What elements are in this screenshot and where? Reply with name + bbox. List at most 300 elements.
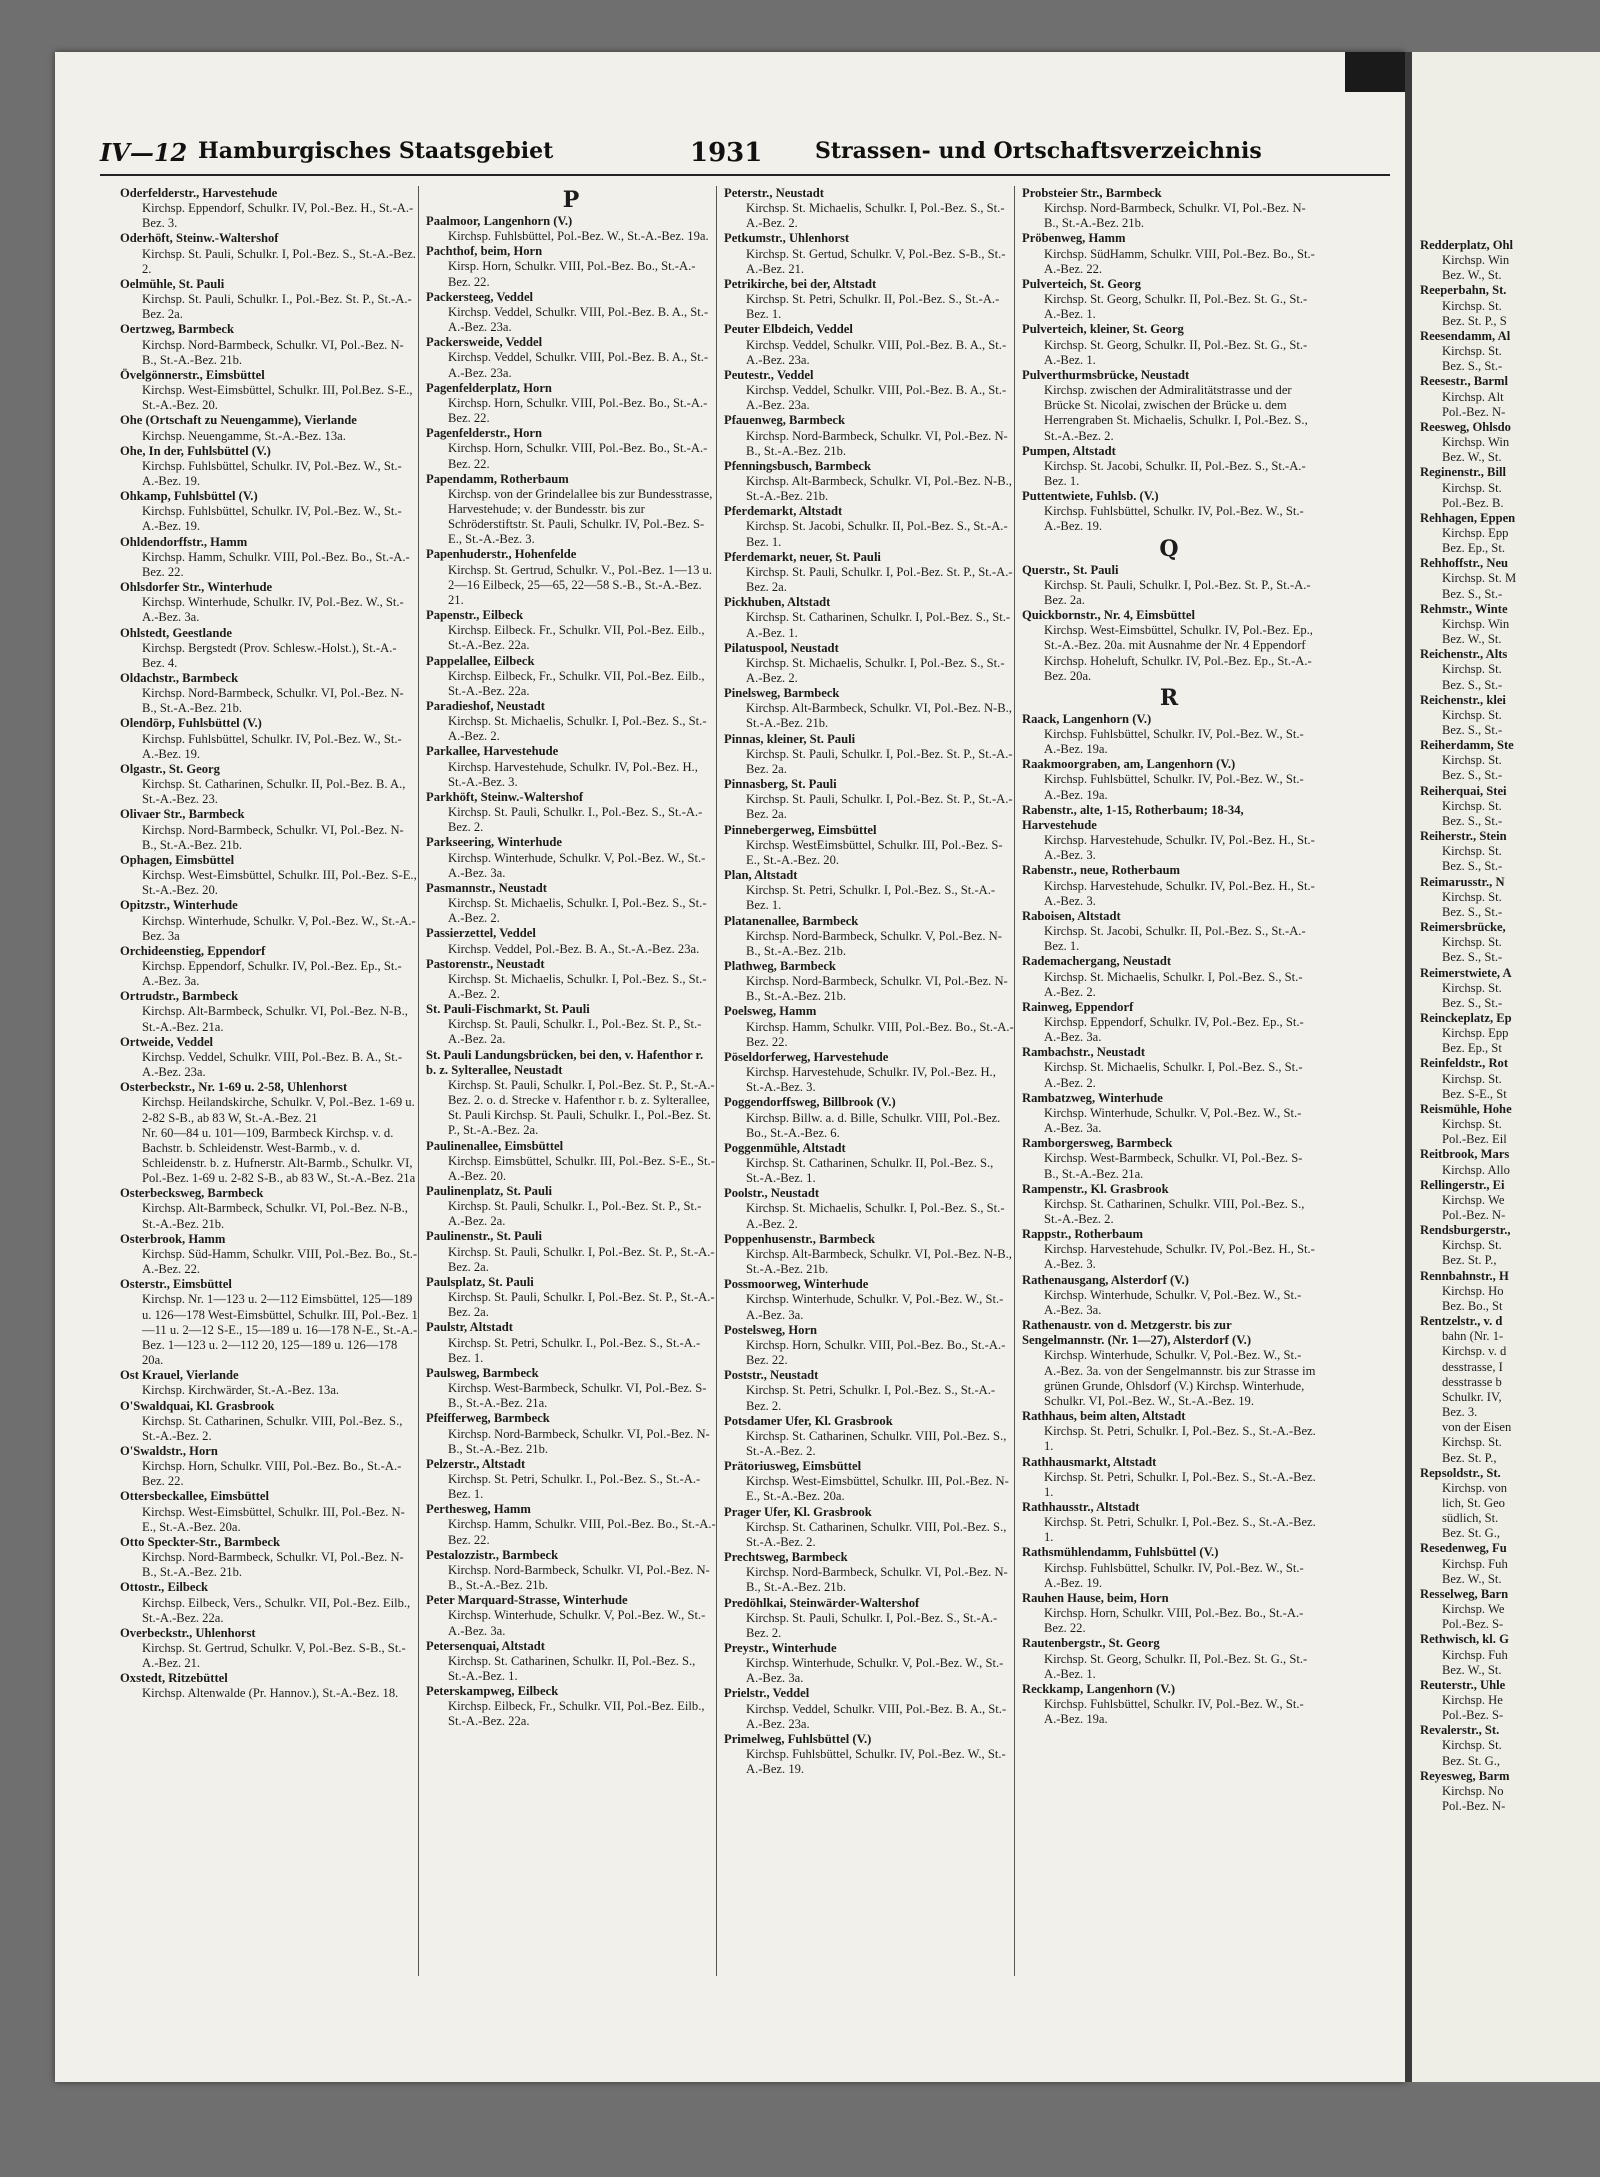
entry-details: Kirchsp. Alt-Barmbeck, Schulkr. VI, Pol.-Bez. N-B., St.-A.-Bez. 21a. xyxy=(142,1004,408,1034)
street-name: Ohe (Ortschaft zu Neuengamme), Vierlande xyxy=(120,413,357,428)
street-name: St. Pauli Landungsbrücken, bei den, v. Hafenthor r. b. z. Sylterallee, Neustadt xyxy=(426,1047,704,1077)
street-name: Packersteeg, Veddel xyxy=(426,289,534,304)
adjacent-street-name: Reesweg, Ohlsdo xyxy=(1420,419,1511,434)
entry-details: Kirchsp. Eilbeck, Fr., Schulkr. VII, Pol.-Bez. Eilb., St.-A.-Bez. 22a. xyxy=(448,1699,705,1729)
directory-entry xyxy=(724,413,1014,458)
street-name: Pulverthurmsbrücke, Neustadt xyxy=(1022,367,1190,382)
directory-entry xyxy=(724,1732,1014,1777)
entry-details: Kirchsp. St. Gertrud, Schulkr. V., Pol.-Bez. 1—13 u. 2—16 Eilbeck, 25—65, 22—58 S.-B., St.-A.-Bez. 21. xyxy=(448,562,712,607)
directory-entry xyxy=(1022,1045,1316,1090)
entry-details: Kirchsp. Harvestehude, Schulkr. IV, Pol.-Bez. H., St.-A.-Bez. 3. xyxy=(448,759,698,789)
adjacent-entry-details: Kirchsp. St. xyxy=(1442,344,1502,359)
adjacent-street-name: Reimersbrücke, xyxy=(1420,920,1506,935)
entry-details: Kirchsp. Winterhude, Schulkr. V, Pol.-Bez. W., St.-A.-Bez. 3a. von der Sengelmannstr. bis zur Strasse im grünen Grunde, Ohlsdorf (V.) Kirchsp. Winterhude, Schulkr. VI, Pol.-Bez. W., St.-A.-Bez. 19. xyxy=(1044,1348,1316,1408)
directory-entry xyxy=(1022,803,1316,864)
street-name: Ortweide, Veddel xyxy=(120,1034,214,1049)
directory-entry xyxy=(426,790,716,835)
street-name: Övelgönnerstr., Eimsbüttel xyxy=(120,367,265,382)
adjacent-entry-details: Bez. Ep., St. xyxy=(1442,541,1505,556)
entry-details: Kirchsp. St. Gertud, Schulkr. V, Pol.-Bez. S-B., St.-A.-Bez. 21. xyxy=(746,246,1006,276)
street-name: Primelweg, Fuhlsbüttel (V.) xyxy=(724,1731,872,1746)
directory-entry xyxy=(724,1050,1014,1095)
directory-entry xyxy=(1022,1000,1316,1045)
adjacent-entry-details: Kirchsp. Fuh xyxy=(1442,1647,1508,1662)
street-name: Rathhausstr., Altstadt xyxy=(1022,1499,1140,1514)
directory-entry xyxy=(1022,186,1316,231)
street-name: Oldachstr., Barmbeck xyxy=(120,671,239,685)
street-name: Petrikirche, bei der, Altstadt xyxy=(724,276,877,291)
adjacent-entry-details: Bez. S., St.- xyxy=(1442,813,1503,828)
adjacent-entry-details: Kirchsp. St. xyxy=(1442,753,1502,768)
directory-entry xyxy=(1022,1591,1316,1636)
street-name: Prager Ufer, Kl. Grasbrook xyxy=(724,1504,872,1519)
adjacent-street-name: Reesendamm, Al xyxy=(1420,328,1511,343)
street-name: Pastorenstr., Neustadt xyxy=(426,956,545,971)
directory-entry xyxy=(426,290,716,335)
street-name: Pilatuspool, Neustadt xyxy=(724,640,839,655)
street-name: Pachthof, beim, Horn xyxy=(426,244,543,259)
street-name: Ohlstedt, Geestlande xyxy=(120,625,232,640)
entry-details: Kirchsp. Harvestehude, Schulkr. IV, Pol.-Bez. H., St.-A.-Bez. 3. xyxy=(1044,878,1315,908)
adjacent-entry-details: Kirchsp. v. d xyxy=(1442,1344,1507,1359)
directory-entry xyxy=(1022,322,1316,367)
directory-entry xyxy=(724,868,1014,913)
directory-entry xyxy=(426,214,716,244)
directory-entry xyxy=(120,489,418,534)
street-name: Pulverteich, St. Georg xyxy=(1022,276,1141,291)
directory-entry xyxy=(120,1444,418,1489)
adjacent-entry-details: Bez. S., St.- xyxy=(1442,723,1503,737)
directory-entry xyxy=(426,426,716,471)
entry-details: Kirchsp. Veddel, Schulkr. VIII, Pol.-Bez. B. A., St.-A.-Bez. 23a. xyxy=(746,383,1007,413)
directory-entry xyxy=(724,914,1014,959)
entries-column-3 xyxy=(724,186,1015,1976)
adjacent-street-name: Rendsburgerstr., xyxy=(1420,1223,1511,1238)
directory-entry xyxy=(426,1320,716,1365)
directory-entry xyxy=(1022,1182,1316,1227)
street-name: Reckkamp, Langenhorn (V.) xyxy=(1022,1681,1176,1696)
street-name: Paulsweg, Barmbeck xyxy=(426,1365,539,1380)
adjacent-street-name: Rehhoffstr., Neu xyxy=(1420,556,1509,571)
entry-details: Kirchsp. Eppendorf, Schulkr. IV, Pol.-Bez. Ep., St.-A.-Bez. 3a. xyxy=(1044,1014,1304,1045)
directory-entry xyxy=(724,1095,1014,1140)
directory-entry xyxy=(120,1035,418,1080)
entry-details: Kirchsp. St. Jacobi, Schulkr. II, Pol.-Bez. S., St.-A.-Bez. 1. xyxy=(746,519,1008,549)
entry-details: Kirchsp. von der Grindelallee bis zur Bundesstrasse, Harvestehude; v. der Bundesstr. bis zur Schröderstiftstr. St. Pauli, Schulkr. IV, Pol.-Bez. S-E., St.-A.-Bez. 3. xyxy=(448,486,713,547)
directory-entry xyxy=(120,231,418,276)
directory-entry xyxy=(426,957,716,1002)
adjacent-entry-details: Pol.-Bez. S- xyxy=(1442,1617,1504,1632)
entry-details: Kirchsp. Süd-Hamm, Schulkr. VIII, Pol.-Bez. Bo., St.-A.-Bez. 22. xyxy=(142,1246,418,1277)
adjacent-entry-details: lich, St. Geo xyxy=(1442,1495,1505,1510)
street-name: Ortrudstr., Barmbeck xyxy=(120,989,239,1004)
street-name: Pöseldorferweg, Harvestehude xyxy=(724,1049,889,1064)
adjacent-entry-details: Bez. St. G., xyxy=(1442,1753,1501,1768)
directory-entry xyxy=(426,1593,716,1638)
directory-entry xyxy=(1022,1636,1316,1681)
entry-details: Kirchsp. St. Catharinen, Schulkr. VIII, Pol.-Bez. S., St.-A.-Bez. 2. xyxy=(746,1428,1007,1458)
entry-details: Kirchsp. St. Michaelis, Schulkr. I, Pol.-Bez. S., St.-A.-Bez. 2. xyxy=(746,201,1005,231)
street-name: Pasmannstr., Neustadt xyxy=(426,880,547,895)
adjacent-entry-details: Bez. S-E., St xyxy=(1442,1086,1507,1101)
entry-details: Kirchsp. Fuhlsbüttel, Schulkr. IV, Pol.-Bez. W., St.-A.-Bez. 19. xyxy=(142,731,402,761)
directory-entry xyxy=(724,1004,1014,1049)
adjacent-entry-details: Kirchsp. Win xyxy=(1442,435,1510,450)
entry-details: Kirchsp. St. Petri, Schulkr. I, Pol.-Bez. S., St.-A.-Bez. 2. xyxy=(746,1383,996,1413)
directory-entry xyxy=(724,459,1014,504)
directory-entry xyxy=(426,1002,716,1047)
street-name: Ohe, In der, Fuhlsbüttel (V.) xyxy=(120,443,271,458)
adjacent-entry-details: Bez. Ep., St xyxy=(1442,1041,1502,1056)
street-name: Pferdemarkt, Altstadt xyxy=(724,504,843,519)
street-name: Possmoorweg, Winterhude xyxy=(724,1277,869,1292)
adjacent-street-name: Reichenstr., Alts xyxy=(1420,647,1508,662)
entries-column-2 xyxy=(426,186,717,1976)
entry-details: Kirchsp. St. Michaelis, Schulkr. I, Pol.-Bez. S., St.-A.-Bez. 2. xyxy=(448,714,707,744)
directory-entry xyxy=(120,716,418,761)
street-name: Rabenstr., alte, 1-15, Rotherbaum; 18-34, Harvestehude xyxy=(1022,802,1244,832)
street-name: Pickhuben, Altstadt xyxy=(724,595,831,610)
street-name: Paulsplatz, St. Pauli xyxy=(426,1274,534,1289)
entry-details: Kirchsp. Fuhlsbüttel, Schulkr. IV, Pol.-Bez. W., St.-A.-Bez. 19. xyxy=(1044,1560,1304,1590)
street-name: Oxstedt, Ritzebüttel xyxy=(120,1671,228,1686)
directory-entry xyxy=(1022,954,1316,999)
directory-entry xyxy=(120,1080,418,1125)
entry-details: Kirchsp. West-Barmbeck, Schulkr. VI, Pol.-Bez. S-B., St.-A.-Bez. 21a. xyxy=(448,1381,707,1411)
street-name: Pappelallee, Eilbeck xyxy=(426,653,535,668)
entry-details: Kirchsp. Winterhude, Schulkr. V, Pol.-Bez. W., St.-A.-Bez. 3a. xyxy=(1044,1105,1302,1136)
street-name: Poggenmühle, Altstadt xyxy=(724,1140,846,1155)
entry-details: Kirchsp. Neuengamme, St.-A.-Bez. 13a. xyxy=(142,428,346,443)
entries-column-1 xyxy=(120,186,419,1976)
entry-details: Kirchsp. St. Catharinen, Schulkr. VIII, Pol.-Bez. S., St.-A.-Bez. 2. xyxy=(142,1413,403,1443)
adjacent-entry-details: Pol.-Bez. B. xyxy=(1442,495,1504,510)
entry-details: Kirchsp. Winterhude, Schulkr. V, Pol.-Bez. W., St.-A.-Bez. 3a. xyxy=(1044,1287,1302,1317)
entry-details: Kirchsp. Winterhude, Schulkr. IV, Pol.-Bez. W., St.-A.-Bez. 3a. xyxy=(142,595,404,625)
adjacent-entry-details: Pol.-Bez. S- xyxy=(1442,1708,1504,1723)
directory-entry xyxy=(120,626,418,671)
directory-entry xyxy=(724,1186,1014,1231)
street-name: Raakmoorgraben, am, Langenhorn (V.) xyxy=(1022,757,1236,772)
entry-details: Kirchsp. St. Michaelis, Schulkr. I, Pol.-Bez. S., St.-A.-Bez. 2. xyxy=(746,655,1005,685)
directory-entry xyxy=(724,1550,1014,1595)
street-name: Raack, Langenhorn (V.) xyxy=(1022,711,1152,726)
directory-entry xyxy=(120,1580,418,1625)
directory-entry xyxy=(426,1411,716,1456)
directory-entry xyxy=(724,777,1014,822)
directory-entry xyxy=(426,1229,716,1274)
adjacent-page xyxy=(1412,52,1600,2082)
entry-details: Kirchsp. St. Georg, Schulkr. II, Pol.-Bez. St. G., St.-A.-Bez. 1. xyxy=(1044,292,1308,322)
street-name: Rathhaus, beim alten, Altstadt xyxy=(1022,1409,1186,1424)
directory-entry xyxy=(120,898,418,943)
directory-entry xyxy=(120,277,418,322)
street-name: Poelsweg, Hamm xyxy=(724,1004,817,1019)
entry-details: Kirchsp. Veddel, Schulkr. VIII, Pol.-Bez. B. A., St.-A.-Bez. 23a. xyxy=(142,1049,403,1080)
entry-details: Kirchsp. Eppendorf, Schulkr. IV, Pol.-Bez. H., St.-A.-Bez. 3. xyxy=(142,201,414,231)
directory-entry xyxy=(426,835,716,880)
street-name: Paulinenallee, Eimsbüttel xyxy=(426,1138,564,1153)
adjacent-street-name: Repsoldstr., St. xyxy=(1420,1465,1501,1480)
directory-entry xyxy=(1022,1136,1316,1181)
street-name: Pinnebergerweg, Eimsbüttel xyxy=(724,822,877,837)
directory-entry xyxy=(1022,489,1316,534)
street-name: Oertzweg, Barmbeck xyxy=(120,322,235,337)
entry-details: Kirchsp. Winterhude, Schulkr. V, Pol.-Bez. W., St.-A.-Bez. 3a. xyxy=(448,1608,706,1638)
adjacent-street-name: Rennbahnstr., H xyxy=(1420,1268,1509,1283)
street-name: Parkallee, Harvestehude xyxy=(426,744,559,759)
directory-entry xyxy=(724,1686,1014,1731)
adjacent-entry-details: Bez. S., St.- xyxy=(1442,677,1503,692)
directory-entry xyxy=(724,641,1014,686)
directory-entry xyxy=(724,504,1014,549)
entry-details: Kirchsp. West-Eimsbüttel, Schulkr. III, Pol.Bez. S-E., St.-A.-Bez. 20. xyxy=(142,383,413,413)
adjacent-street-name: Reimarusstr., N xyxy=(1420,874,1505,889)
adjacent-street-name: Reitbrook, Mars xyxy=(1420,1147,1510,1162)
street-name: Preystr., Winterhude xyxy=(724,1641,837,1655)
adjacent-entry-details: Bez. W., St. xyxy=(1442,1571,1502,1586)
street-name: Orchideenstieg, Eppendorf xyxy=(120,943,266,958)
adjacent-street-name: Rentzelstr., v. d xyxy=(1420,1314,1503,1329)
directory-entry xyxy=(120,807,418,852)
street-name: St. Pauli-Fischmarkt, St. Pauli xyxy=(426,1002,590,1017)
entry-details: Kirchsp. Harvestehude, Schulkr. IV, Pol.-Bez. H., St.-A.-Bez. 3. xyxy=(1044,833,1315,863)
entry-details: Kirchsp. Veddel, Schulkr. VIII, Pol.-Bez. B. A., St.-A.-Bez. 23a. xyxy=(448,350,709,380)
street-name: Olgastr., St. Georg xyxy=(120,761,220,776)
directory-entry xyxy=(724,368,1014,413)
street-name: Predöhlkai, Steinwärder-Waltershof xyxy=(724,1595,920,1610)
adjacent-page-column xyxy=(1420,238,1600,2028)
street-name: Rampenstr., Kl. Grasbrook xyxy=(1022,1181,1169,1196)
adjacent-street-name: Reesestr., Barml xyxy=(1420,374,1509,389)
entry-details: Kirchsp. Fuhlsbüttel, Schulkr. IV, Pol.-Bez. W., St.-A.-Bez. 19. xyxy=(142,458,402,488)
adjacent-entry-details: Kirchsp. St. xyxy=(1442,889,1502,904)
street-name: O'Swaldquai, Kl. Grasbrook xyxy=(120,1398,275,1413)
directory-entry xyxy=(120,944,418,989)
header-left-title: Hamburgisches Staatsgebiet xyxy=(198,138,554,164)
street-name: Rautenbergstr., St. Georg xyxy=(1022,1636,1160,1651)
header-right-title: Strassen- und Ortschaftsverzeichnis xyxy=(815,138,1262,164)
entry-details: Kirchsp. Eilbeck. Fr., Schulkr. VII, Pol.-Bez. Eilb., St.-A.-Bez. 22a. xyxy=(448,623,705,653)
directory-entry xyxy=(426,744,716,789)
entry-details: Kirchsp. Hamm, Schulkr. VIII, Pol.-Bez. Bo., St.-A.-Bez. 22. xyxy=(746,1019,1014,1049)
entry-details: Kirchsp. Eilbeck, Fr., Schulkr. VII, Pol.-Bez. Eilb., St.-A.-Bez. 22a. xyxy=(448,668,705,698)
street-name: Ohldendorffstr., Hamm xyxy=(120,534,248,549)
directory-entry xyxy=(426,1139,716,1184)
adjacent-entry-details: Kirchsp. No xyxy=(1442,1783,1504,1798)
adjacent-entry-details: Bez. W., St. xyxy=(1442,632,1502,647)
adjacent-entry-details: Bez. Bo., St xyxy=(1442,1298,1503,1313)
directory-entry xyxy=(1022,1227,1316,1272)
adjacent-entry-details: Pol.-Bez. N- xyxy=(1442,1799,1506,1814)
entry-details: Kirchsp. Fuhlsbüttel, Schulkr. IV, Pol.-Bez. W., St.-A.-Bez. 19a. xyxy=(1044,772,1304,802)
entry-details: Kirchsp. St. Petri, Schulkr. I, Pol.-Bez. S., St.-A.-Bez. 1. xyxy=(1044,1424,1316,1454)
directory-entry xyxy=(724,1641,1014,1686)
street-name: Oderhöft, Steinw.-Waltershof xyxy=(120,231,279,246)
adjacent-entry-details: Bez. St. P., xyxy=(1442,1253,1497,1268)
entry-details: Kirchsp. Fuhlsbüttel, Schulkr. IV, Pol.-Bez. W., St.-A.-Bez. 19. xyxy=(746,1747,1006,1777)
street-name: Rathsmühlendamm, Fuhlsbüttel (V.) xyxy=(1022,1545,1219,1560)
directory-entry xyxy=(120,1489,418,1534)
adjacent-street-name: Resedenweg, Fu xyxy=(1420,1541,1507,1556)
entry-details: Kirchsp. Heilandskirche, Schulkr. V, Pol.-Bez. 1-69 u. 2-82 S-B., ab 83 W, St.-A.-Bez. 21 xyxy=(142,1095,415,1125)
street-name: Peterstr., Neustadt xyxy=(724,186,824,200)
adjacent-entry-details: Kirchsp. He xyxy=(1442,1693,1503,1707)
street-name: Osterstr., Eimsbüttel xyxy=(120,1277,232,1292)
entry-details: Kirchsp. St. Pauli, Schulkr. I, Pol.-Bez. St. P., St.-A.-Bez. 2a. xyxy=(746,792,1013,822)
section-letter: Q xyxy=(1159,535,1179,562)
street-name: Olivaer Str., Barmbeck xyxy=(120,807,245,822)
street-name: Paulstr, Altstadt xyxy=(426,1320,513,1335)
adjacent-entry-details: bahn (Nr. 1- xyxy=(1442,1329,1504,1344)
directory-entry xyxy=(426,926,716,956)
directory-entry xyxy=(426,608,716,653)
street-name: Pferdemarkt, neuer, St. Pauli xyxy=(724,549,881,564)
adjacent-entry-details: Bez. S., St.- xyxy=(1442,768,1503,783)
street-name: Pfauenweg, Barmbeck xyxy=(724,413,846,428)
adjacent-entry-details: Bez. S., St.- xyxy=(1442,950,1503,965)
street-name: Quickbornstr., Nr. 4, Eimsbüttel xyxy=(1022,608,1195,623)
entry-details: Kirchsp. St. Petri, Schulkr. I., Pol.-Bez. S., St.-A.-Bez. 1. xyxy=(448,1471,701,1502)
street-name: Pulverteich, kleiner, St. Georg xyxy=(1022,322,1184,337)
entry-details: Kirchsp. St. Michaelis, Schulkr. I, Pol.-Bez. S., St.-A.-Bez. 2. xyxy=(746,1201,1005,1231)
street-name: Pfenningsbusch, Barmbeck xyxy=(724,458,871,473)
entry-details: Kirchsp. St. Pauli, Schulkr. I, Pol.-Bez. St. P., St.-A.-Bez. 2a. xyxy=(1044,577,1311,607)
directory-entry xyxy=(724,1323,1014,1368)
directory-entry xyxy=(426,472,716,548)
entry-details: Kirchsp. St. Pauli, Schulkr. I., Pol.-Bez. St. P., St.-A.-Bez. 2a. xyxy=(142,292,412,322)
directory-entry xyxy=(1022,712,1316,757)
adjacent-street-name: Reyesweg, Barm xyxy=(1420,1768,1510,1783)
entry-details: Kirchsp. Alt-Barmbeck, Schulkr. VI, Pol.-Bez. N-B., St.-A.-Bez. 21b. xyxy=(746,1246,1012,1277)
street-name: Parkseering, Winterhude xyxy=(426,835,562,850)
street-name: Peutestr., Veddel xyxy=(724,367,814,382)
entry-details: Kirchsp. West-Barmbeck, Schulkr. VI, Pol.-Bez. S-B., St.-A.-Bez. 21a. xyxy=(1044,1151,1303,1181)
entry-details: Kirchsp. Eilbeck, Vers., Schulkr. VII, Pol.-Bez. Eilb., St.-A.-Bez. 22a. xyxy=(142,1595,411,1625)
street-name: Papenhuderstr., Hohenfelde xyxy=(426,547,577,562)
header-rule xyxy=(100,174,1390,176)
entry-details: Kirchsp. Harvestehude, Schulkr. IV, Pol.-Bez. H., St.-A.-Bez. 3. xyxy=(1044,1242,1315,1272)
entry-details: Kirchsp. St. Michaelis, Schulkr. I, Pol.-Bez. S., St.-A.-Bez. 2. xyxy=(1044,969,1303,999)
adjacent-street-name: Reinckeplatz, Ep xyxy=(1420,1010,1512,1025)
entry-details: Kirchsp. St. Catharinen, Schulkr. VIII, Pol.-Bez. S., St.-A.-Bez. 2. xyxy=(746,1519,1007,1549)
entry-details: Kirchsp. St. Catharinen, Schulkr. VIII, Pol.-Bez. S., St.-A.-Bez. 2. xyxy=(1044,1196,1305,1226)
adjacent-street-name: Rehmstr., Winte xyxy=(1420,601,1508,616)
entry-details: Kirchsp. St. Petri, Schulkr. I, Pol.-Bez. S., St.-A.-Bez. 1. xyxy=(1044,1469,1316,1499)
entry-details: Kirchsp. Hamm, Schulkr. VIII, Pol.-Bez. Bo., St.-A.-Bez. 22. xyxy=(142,549,410,579)
street-name: Osterbecksweg, Barmbeck xyxy=(120,1186,264,1201)
entry-details: Kirchsp. zwischen der Admiralitätstrasse und der Brücke St. Nicolai, zwischen der Brücke u. dem Herrengraben St. Michaelis, Schulkr. I, Pol.-Bez. S., St.-A.-Bez. 2. xyxy=(1044,383,1308,443)
adjacent-street-name: Reimerstwiete, A xyxy=(1420,965,1512,980)
adjacent-street-name: Reginenstr., Bill xyxy=(1420,465,1506,480)
directory-entry xyxy=(120,989,418,1034)
adjacent-entry-details: Bez. S., St.- xyxy=(1442,359,1503,374)
directory-entry xyxy=(1022,231,1316,276)
entry-details: Kirchsp. Alt-Barmbeck, Schulkr. VI, Pol.-Bez. N-B., St.-A.-Bez. 21b. xyxy=(142,1201,408,1231)
street-name: Querstr., St. Pauli xyxy=(1022,562,1119,577)
entry-details: Kirchsp. Nord-Barmbeck, Schulkr. VI, Pol.-Bez. N-B., St.-A.-Bez. 21b. xyxy=(142,822,404,852)
directory-entry xyxy=(426,335,716,380)
entry-details: Kirchsp. West-Eimsbüttel, Schulkr. III, Pol.-Bez. N-E., St.-A.-Bez. 20a. xyxy=(746,1474,1009,1504)
adjacent-street-name: Reiherstr., Stein xyxy=(1420,829,1507,844)
entry-details: Kirchsp. Billw. a. d. Bille, Schulkr. VIII, Pol.-Bez. Bo., St.-A.-Bez. 6. xyxy=(746,1110,1001,1140)
street-name: Pagenfelderplatz, Horn xyxy=(426,380,552,395)
adjacent-entry-details: Bez. W., St. xyxy=(1442,268,1502,283)
street-name: Rademachergang, Neustadt xyxy=(1022,954,1172,969)
directory-entry xyxy=(120,1186,418,1231)
directory-entry xyxy=(1022,1545,1316,1590)
entry-details: Kirchsp. Veddel, Schulkr. VIII, Pol.-Bez. B. A., St.-A.-Bez. 23a. xyxy=(746,337,1007,367)
directory-entry xyxy=(120,444,418,489)
directory-entry xyxy=(724,550,1014,595)
adjacent-street-name: Reinfeldstr., Rot xyxy=(1420,1056,1509,1071)
street-name: Rappstr., Rotherbaum xyxy=(1022,1227,1143,1242)
adjacent-entry-details: Bez. 3. xyxy=(1442,1405,1478,1420)
directory-entry xyxy=(120,186,418,231)
street-name: Rambachstr., Neustadt xyxy=(1022,1045,1146,1060)
directory-entry xyxy=(426,1184,716,1229)
street-name: Poststr., Neustadt xyxy=(724,1368,819,1383)
directory-entry xyxy=(120,1535,418,1580)
entry-details: Kirchsp. Altenwalde (Pr. Hannov.), St.-A.-Bez. 18. xyxy=(142,1686,399,1701)
street-name: Postelsweg, Horn xyxy=(724,1322,818,1337)
directory-entry xyxy=(120,1277,418,1368)
street-name: Rabenstr., neue, Rotherbaum xyxy=(1022,863,1181,878)
directory-entry xyxy=(724,1141,1014,1186)
entry-details: Kirchsp. Alt-Barmbeck, Schulkr. VI, Pol.-Bez. N-B., St.-A.-Bez. 21b. xyxy=(746,473,1012,504)
adjacent-entry-details: Kirchsp. St. xyxy=(1442,980,1502,995)
street-name: Ottostr., Eilbeck xyxy=(120,1580,209,1595)
directory-entry xyxy=(1022,1455,1316,1500)
adjacent-entry-details: von der Eisen xyxy=(1442,1420,1512,1435)
adjacent-entry-details: Kirchsp. Epp xyxy=(1442,525,1509,540)
street-name: Ohkamp, Fuhlsbüttel (V.) xyxy=(120,489,258,504)
adjacent-street-name: Resselweg, Barn xyxy=(1420,1586,1509,1601)
street-name: Pestalozzistr., Barmbeck xyxy=(426,1547,559,1562)
adjacent-entry-details: Kirchsp. St. xyxy=(1442,480,1502,495)
entry-details: Kirchsp. Nord-Barmbeck, Schulkr. VI, Pol.-Bez. N-B., St.-A.-Bez. 21b. xyxy=(142,686,404,716)
adjacent-street-name: Rellingerstr., Ei xyxy=(1420,1177,1505,1192)
adjacent-street-name: Reichenstr., klei xyxy=(1420,692,1506,707)
directory-entry xyxy=(426,244,716,289)
adjacent-entry-details: Kirchsp. St. xyxy=(1442,798,1502,813)
directory-entry xyxy=(426,1548,716,1593)
adjacent-entry-details: Bez. S., St.- xyxy=(1442,995,1503,1010)
street-name: Overbeckstr., Uhlenhorst xyxy=(120,1625,256,1640)
directory-entry xyxy=(120,580,418,625)
entry-details: Kirchsp. Eppendorf, Schulkr. IV, Pol.-Bez. Ep., St.-A.-Bez. 3a. xyxy=(142,958,402,989)
adjacent-entry-details: Pol.-Bez. Eil xyxy=(1442,1132,1507,1147)
entry-details: Kirchsp. St. Pauli, Schulkr. I, Pol.-Bez. St. P., St.-A.-Bez. 2a. xyxy=(746,564,1013,595)
street-name: Rathenausgang, Alsterdorf (V.) xyxy=(1022,1272,1189,1287)
entry-details: Kirchsp. Winterhude, Schulkr. V, Pol.-Bez. W., St.-A.-Bez. 3a xyxy=(142,913,416,943)
adjacent-entry-details: Kirchsp. St. xyxy=(1442,298,1502,313)
street-name: Probsteier Str., Barmbeck xyxy=(1022,186,1162,200)
adjacent-street-name: Reismühle, Hohe xyxy=(1420,1101,1512,1116)
street-name: Pinnasberg, St. Pauli xyxy=(724,777,837,792)
adjacent-entry-details: Kirchsp. We xyxy=(1442,1602,1505,1617)
directory-entry xyxy=(1022,1409,1316,1454)
directory-entry xyxy=(426,699,716,744)
street-name: Packersweide, Veddel xyxy=(426,335,543,350)
adjacent-entry-details: Bez. S., St.- xyxy=(1442,859,1503,874)
street-name: Platanenallee, Barmbeck xyxy=(724,913,859,928)
entry-details: Kirchsp. Hamm, Schulkr. VIII, Pol.-Bez. Bo., St.-A.-Bez. 22. xyxy=(448,1517,716,1547)
street-name: Pumpen, Altstadt xyxy=(1022,443,1116,458)
street-name: Poppenhusenstr., Barmbeck xyxy=(724,1231,876,1246)
directory-entry xyxy=(120,671,418,716)
street-name: Pagenfelderstr., Horn xyxy=(426,426,543,441)
